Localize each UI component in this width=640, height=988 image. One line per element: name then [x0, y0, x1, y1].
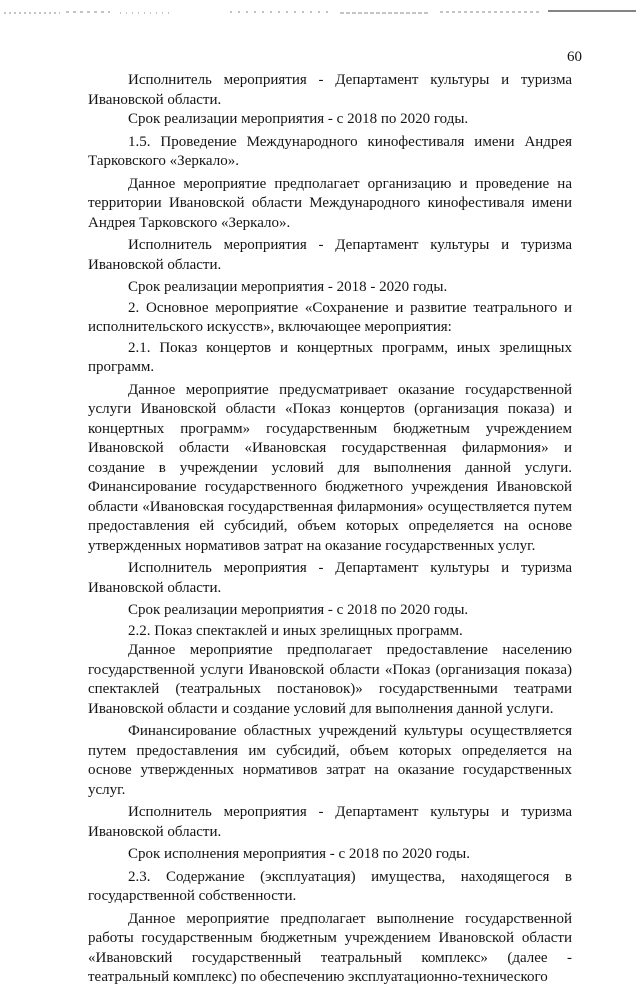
document-body [88, 71, 572, 988]
paragraph-term-4: Срок исполнения мероприятия - с 2018 по 2020 годы. [128, 846, 471, 862]
page-number: 60 [567, 49, 582, 65]
paragraph-main-event-2: 2. Основное мероприятие «Сохранение и развитие театрального и исполнительского искусств», включающее мероприятия: [88, 299, 572, 335]
paragraph-item-1-5: 1.5. Проведение Международного кинофестиваля имени Андрея Тарковского «Зеркало». [88, 133, 572, 169]
paragraph-term-1: Срок реализации мероприятия - с 2018 по 2020 годы. [128, 111, 469, 127]
paragraph-description-2-2: Данное мероприятие предполагает предоставление населению государственной услуги Ивановской области «Показ (организация показа) спектаклей (театральных постановок)» государственными театрами Ивановской области и создание условий для выполнения данной услуги. [88, 642, 572, 717]
paragraph-executor-1: Исполнитель мероприятия - Департамент культуры и туризма Ивановской области. [88, 72, 572, 108]
paragraph-description-2-1: Данное мероприятие предусматривает оказание государственной услуги Ивановской области «Показ концертов (организация показа) и концертных программ» государственным бюджетным учреждением Ивановской области «Ивановская государственная филармония» и создание в учреждении условий для выполнения данной услуги. Финансирование государственного бюджетного учреждения Ивановской области «Ивановская государственная филармония» осуществляется путем предоставления ей субсидий, объем которых определяется на основе утвержденных нормативов затрат на оказание государственных услуг. [88, 381, 572, 554]
paragraph-description-2-3: Данное мероприятие предполагает выполнение государственной работы государственным бюджетным учреждением Ивановской области «Ивановский государственный театральный комплекс» (далее - театральный комплекс) по обеспечению эксплуатационно-технического [88, 910, 572, 985]
paragraph-financing-2-2: Финансирование областных учреждений культуры осуществляется путем предоставления им субсидий, объем которых определяется на основе утвержденных нормативов затрат на оказание государственных услуг. [88, 723, 572, 798]
paragraph-description-1-5: Данное мероприятие предполагает организацию и проведение на территории Ивановской области Международного кинофестиваля имени Андрея Тарковского «Зеркало». [88, 175, 572, 231]
paragraph-item-2-3: 2.3. Содержание (эксплуатация) имущества, находящегося в государственной собственности. [88, 868, 572, 904]
paragraph-executor-2: Исполнитель мероприятия - Департамент культуры и туризма Ивановской области. [88, 237, 572, 273]
paragraph-executor-3: Исполнитель мероприятия - Департамент культуры и туризма Ивановской области. [88, 560, 572, 596]
scan-artifact-strip [0, 0, 640, 18]
paragraph-item-2-1: 2.1. Показ концертов и концертных программ, иных зрелищных программ. [88, 339, 572, 375]
paragraph-term-2: Срок реализации мероприятия - 2018 - 2020 годы. [128, 279, 448, 295]
paragraph-term-3: Срок реализации мероприятия - с 2018 по 2020 годы. [128, 602, 469, 618]
paragraph-executor-4: Исполнитель мероприятия - Департамент культуры и туризма Ивановской области. [88, 804, 572, 840]
paragraph-item-2-2: 2.2. Показ спектаклей и иных зрелищных программ. [128, 622, 463, 639]
